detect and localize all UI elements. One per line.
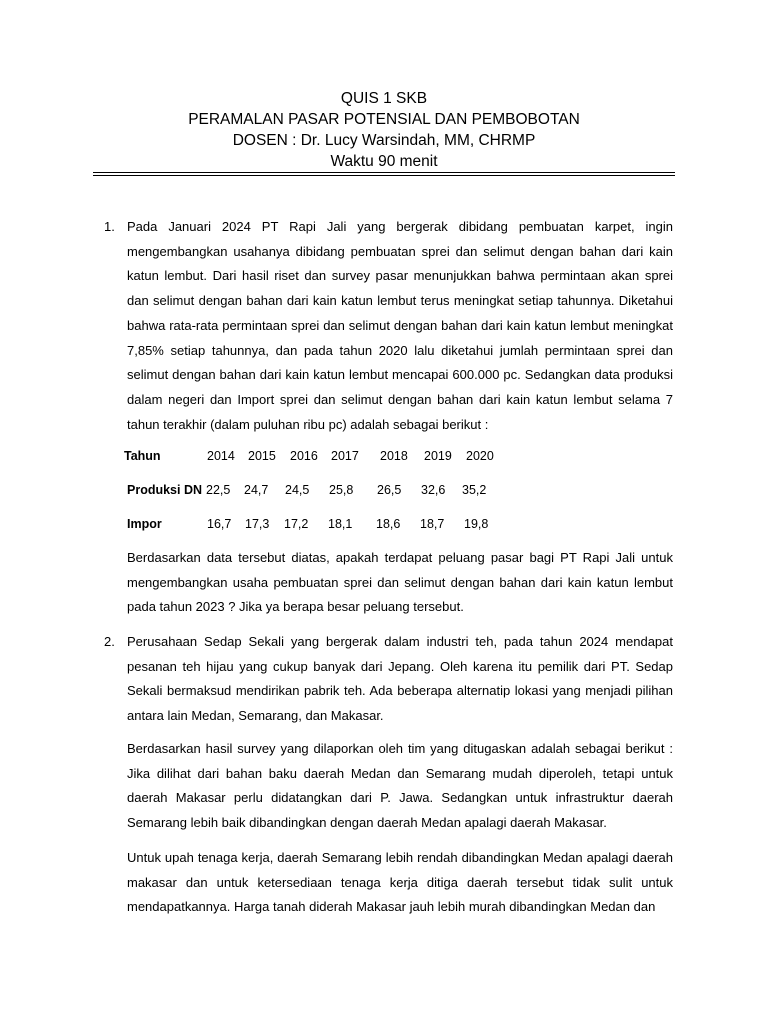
table-year: 2016 — [290, 449, 318, 463]
table-cell: 18,7 — [420, 517, 445, 531]
table-cell: 17,2 — [284, 517, 309, 531]
question-2-paragraph: Untuk upah tenaga kerja, daerah Semarang lebih rendah dibandingkan Medan apalagi daerah makasar dan untuk ketersediaan tenaga kerja ditiga daerah tersebut tidak sulit untuk mendapatkannya. Harga tanah diderah Makasar jauh lebih murah dibandingkan Medan dan — [127, 850, 673, 915]
header-divider-top — [93, 172, 675, 173]
table-year-label: Tahun — [124, 449, 161, 463]
document-header — [93, 88, 675, 172]
table-row-label: Produksi DN — [127, 483, 203, 497]
question-1-number: 1. — [104, 219, 115, 234]
question-2-paragraph: Perusahaan Sedap Sekali yang bergerak dalam industri teh, pada tahun 2024 mendapat pesanan teh hijau yang cukup banyak dari Jepang. Oleh karena itu pemilik dari PT. Sedap Sekali bermaksud mendirikan pabrik teh. Ada beberapa alternatip lokasi yang menjadi pilihan antara lain Medan, Semarang, dan Makasar. — [127, 634, 673, 724]
question-2-number: 2. — [104, 634, 115, 649]
table-cell: 18,6 — [376, 517, 401, 531]
table-cell: 18,1 — [328, 517, 353, 531]
quiz-duration: Waktu 90 menit — [330, 153, 438, 170]
table-cell: 26,5 — [377, 483, 402, 497]
table-year: 2018 — [380, 449, 408, 463]
table-cell: 24,5 — [285, 483, 310, 497]
table-cell: 24,7 — [244, 483, 269, 497]
table-year: 2020 — [466, 449, 494, 463]
question-2-paragraph: Berdasarkan hasil survey yang dilaporkan oleh tim yang ditugaskan adalah sebagai berikut : Jika dilihat dari bahan baku daerah Medan dan Semarang mudah diperoleh, tetapi untuk daerah Makasar perlu didatangkan dari P. Jawa. Sedangkan untuk infrastruktur daerah Semarang lebih baik dibandingkan dengan daerah Medan apalagi daerah Makasar. — [127, 741, 673, 831]
table-cell: 25,8 — [329, 483, 354, 497]
table-cell: 19,8 — [464, 517, 489, 531]
table-cell: 32,6 — [421, 483, 446, 497]
table-year: 2017 — [331, 449, 359, 463]
table-year: 2014 — [207, 449, 235, 463]
question-1-text: Pada Januari 2024 PT Rapi Jali yang bergerak dibidang pembuatan karpet, ingin mengembangkan usahanya dibidang pembuatan sprei dan selimut dengan bahan dari kain katun lembut. Dari hasil riset dan survey pasar menunjukkan bahwa permintaan akan sprei dan selimut dengan bahan dari kain katun lembut terus meningkat setiap tahunnya. Diketahui bahwa rata-rata permintaan sprei dan selimut dengan bahan dari kain katun lembut meningkat 7,85% setiap tahunnya, dan pada tahun 2020 lalu diketahui jumlah permintaan sprei dan selimut dengan bahan dari kain katun lembut mencapai 600.000 pc. Sedangkan data produksi dalam negeri dan Import sprei dan selimut dengan bahan dari kain katun lembut selama 7 tahun terakhir (dalam puluhan ribu pc) adalah sebagai berikut : — [127, 219, 673, 432]
quiz-subject: PERAMALAN PASAR POTENSIAL DAN PEMBOBOTAN — [188, 111, 580, 128]
table-year: 2015 — [248, 449, 276, 463]
table-cell: 22,5 — [206, 483, 231, 497]
table-cell: 16,7 — [207, 517, 232, 531]
table-year: 2019 — [424, 449, 452, 463]
table-cell: 17,3 — [245, 517, 270, 531]
quiz-lecturer: DOSEN : Dr. Lucy Warsindah, MM, CHRMP — [232, 132, 536, 149]
table-cell: 35,2 — [462, 483, 487, 497]
question-1-closing: Berdasarkan data tersebut diatas, apakah terdapat peluang pasar bagi PT Rapi Jali untuk mengembangkan usaha pembuatan sprei dan selimut dengan bahan dari kain katun lembut pada tahun 2023 ? Jika ya berapa besar peluang tersebut. — [127, 550, 673, 615]
table-row-label: Impor — [127, 517, 162, 531]
header-divider-bottom — [93, 175, 675, 176]
quiz-title: QUIS 1 SKB — [340, 90, 428, 107]
